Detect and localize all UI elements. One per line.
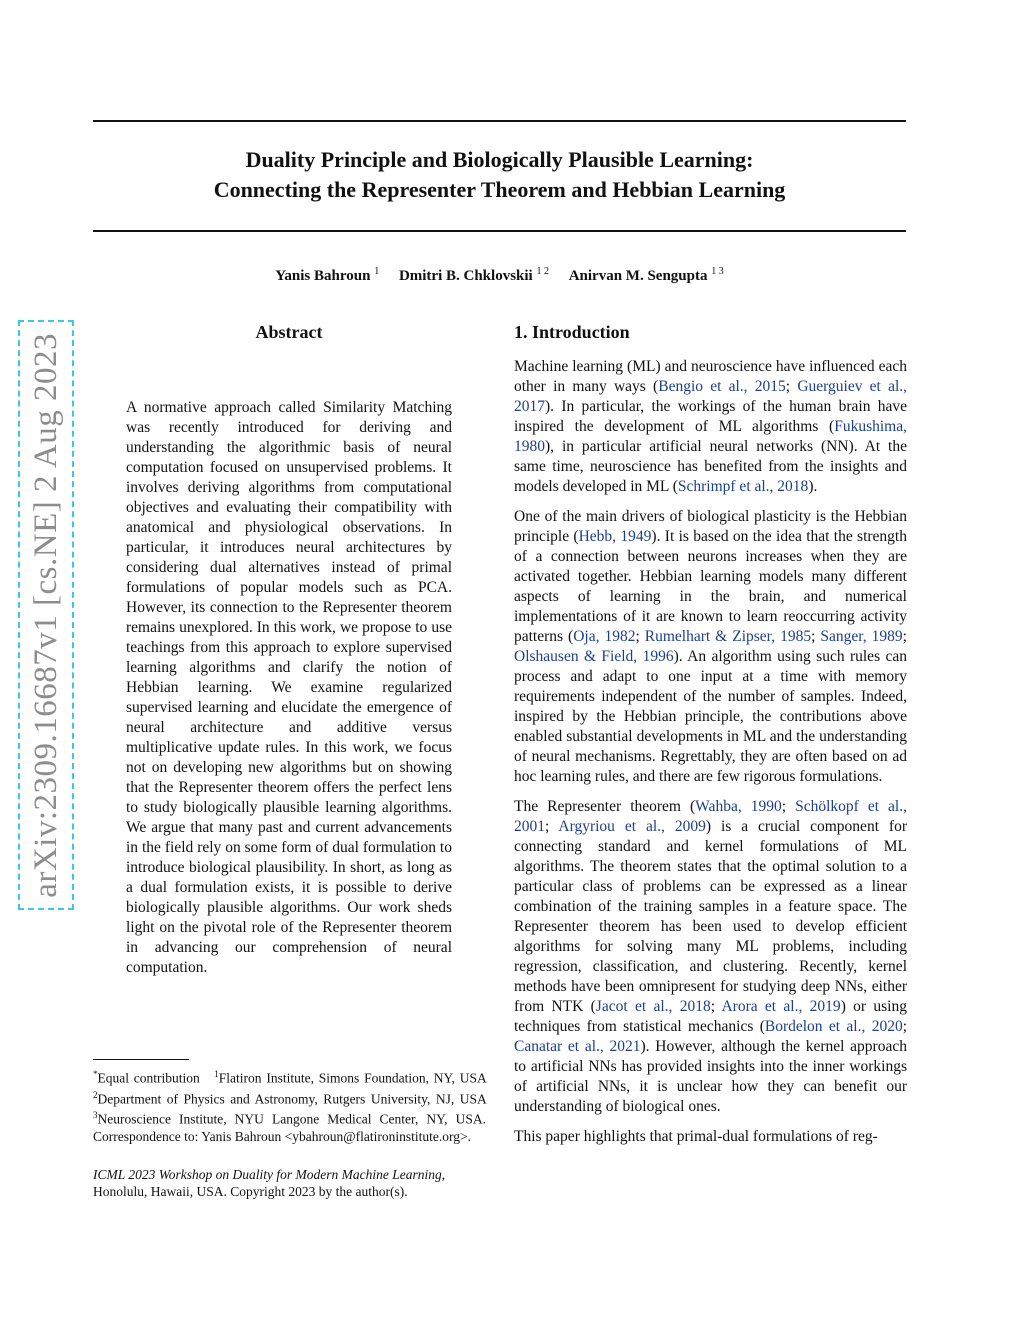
citation-link[interactable]: Fukushima, 1980 [514,418,907,455]
footnote-rule [93,1059,189,1060]
correspondence: Correspondence to: Yanis Bahroun <ybahroun@flatironinstitute.org>. [93,1128,471,1144]
citation-link[interactable]: Schölkopf et al., 2001 [514,798,907,835]
citation-link[interactable]: Bordelon et al., 2020 [764,1018,903,1035]
author: Yanis Bahroun $^1$ [275,266,380,284]
arxiv-id[interactable]: arXiv:2309.16687v1 [cs.NE] 2 Aug 2023 [27,332,64,898]
top-rule [93,120,906,122]
citation-link[interactable]: Sanger, 1989 [820,628,903,645]
paper-title [93,145,906,205]
author-list [93,266,906,285]
abstract-heading: Abstract [255,322,323,342]
title-line-2: Connecting the Representer Theorem and Hebbian Learning [213,177,786,202]
citation-link[interactable]: Hebb, 1949 [578,528,652,545]
intro-body [514,357,907,1157]
citation-link[interactable]: Rumelhart & Zipser, 1985 [644,628,812,645]
author: Anirvan M. Sengupta $^{1 3}$ [568,266,724,284]
citation-link[interactable]: Schrimpf et al., 2018 [677,478,809,495]
citation-link[interactable]: Canatar et al., 2021 [514,1038,641,1055]
citation-link[interactable]: Argyriou et al., 2009 [558,818,706,835]
arxiv-stamp [18,320,74,910]
citation-link[interactable]: Wahba, 1990 [695,798,782,815]
citation-link[interactable]: Guerguiev et al., 2017 [514,378,908,415]
intro-paragraph: The Representer theorem (Wahba, 1990; Schölkopf et al., 2001; Argyriou et al., 2009) is a crucial component for connecting standard and kernel formulations of ML algorithms. The theorem states that the optimal solution to a particular class of problems can be expressed as a linear combination of the training samples in a feature space. The Representer theorem has been used to develop efficient algorithms for solving many ML problems, including regression, classification, and clustering. Recently, kernel methods have been omnipresent for studying deep NNs, either from NTK (Jacot et al., 2018; Arora et al., 2019) or using techniques from statistical mechanics (Bordelon et al., 2020; Canatar et al., 2021). However, although the kernel approach to artificial NNs has provided insights into the inner workings of artificial NNs, it is unclear how they can benefit our understanding of biological ones. [514,798,908,1115]
citation-link[interactable]: Jacot et al., 2018 [595,998,711,1015]
affiliation-footnote: *Equal contribution $^1$Flatiron Institute, Simons Foundation, NY, USA $^2$Department of Physics and Astronomy, Rutgers University, NJ, USA $^3$Neuroscience Institute, NYU Langone Medical Center, NY, USA. Correspondence to: Yanis Bahroun <ybahroun@flatironinstitute.org>. [93,1069,487,1144]
citation-link[interactable]: Arora et al., 2019 [721,998,841,1015]
intro-paragraph: This paper highlights that primal-dual formulations of reg- [514,1128,878,1145]
abstract-text: A normative approach called Similarity Matching was recently introduced for deriving and understanding the algorithmic basis of neural computation focused on unsupervised problems. It involves deriving algorithms from computational objectives and evaluating their compatibility with anatomical and physiological observations. In particular, it introduces neural architectures by considering dual alternatives instead of primal formulations of popular models such as PCA. However, its connection to the Representer theorem remains unexplored. In this work, we propose to use teachings from this approach to explore supervised learning algorithms and clarify the notion of Hebbian learning. We examine regularized supervised learning and elucidate the emergence of neural architecture and additive versus multiplicative update rules. In this work, we focus not on developing new algorithms but on showing that the Representer theorem offers the perfect lens to study biologically plausible learning algorithms. We argue that many past and current advancements in the field rely on some form of dual formulation to introduce biological plausibility. In short, as long as a dual formulation exists, it is possible to derive biologically plausible algorithms. Our work sheds light on the pivotal role of the Representer theorem in advancing our comprehension of neural computation. [126,399,452,976]
venue-note: ICML 2023 Workshop on Duality for Modern Machine Learning, Honolulu, Hawaii, USA. Copyright 2023 by the author(s). [93,1167,446,1199]
author: Dmitri B. Chklovskii $^{1 2}$ [398,266,549,284]
intro-paragraph: Machine learning (ML) and neuroscience have influenced each other in many ways (Bengio et al., 2015; Guerguiev et al., 2017). In particular, the workings of the human brain have inspired the development of ML algorithms (Fukushima, 1980), in particular artificial neural networks (NN). At the same time, neuroscience has benefited from the insights and models developed in ML (Schrimpf et al., 2018). [514,358,908,495]
bottom-rule [93,230,906,232]
citation-link[interactable]: Olshausen & Field, 1996 [514,648,674,665]
intro-heading: 1. Introduction [514,322,630,342]
title-line-1: Duality Principle and Biologically Plausible Learning: [245,147,754,172]
citation-link[interactable]: Bengio et al., 2015 [658,378,786,395]
intro-paragraph: One of the main drivers of biological plasticity is the Hebbian principle (Hebb, 1949). It is based on the idea that the strength of a connection between neurons increases when they are activated together. Hebbian learning models many different aspects of learning in the brain, and numerical implementations of it are known to learn reoccurring activity patterns (Oja, 1982; Rumelhart & Zipser, 1985; Sanger, 1989; Olshausen & Field, 1996). An algorithm using such rules can process and adapt to one input at a time with memory requirements independent of the number of samples. Indeed, inspired by the Hebbian principle, the contributions above enabled substantial developments in ML and the understanding of neural mechanisms. Regrettably, they are often based on ad hoc learning rules, and there are few rigorous formulations. [514,508,908,785]
venue-name: ICML 2023 Workshop on Duality for Modern Machine Learning [93,1167,442,1182]
citation-link[interactable]: Oja, 1982 [573,628,636,645]
